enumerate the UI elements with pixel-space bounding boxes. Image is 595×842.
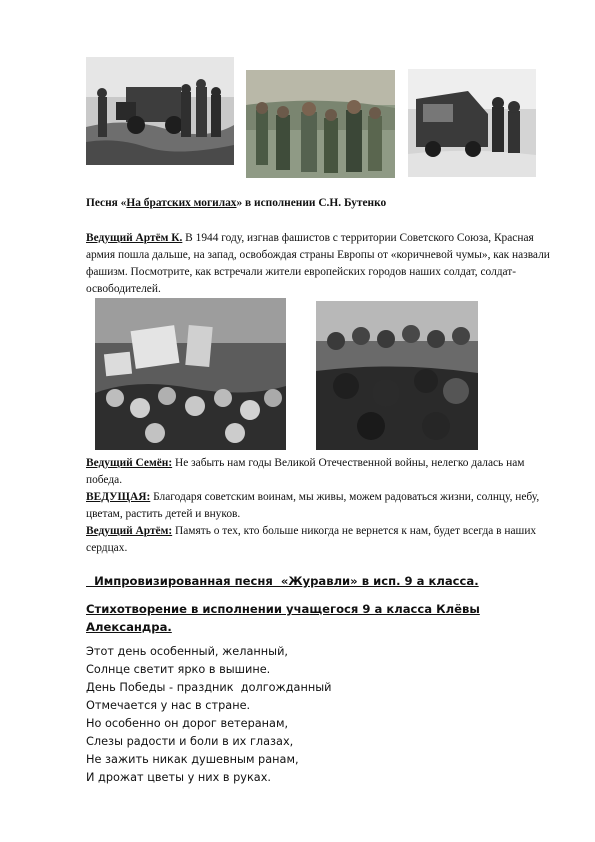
dialogue-semyon bbox=[86, 455, 556, 489]
host-artem-speaker: Ведущий Артём К. bbox=[86, 232, 183, 244]
poem-title: Стихотворение в исполнении учащегося 9 а класса Клёвы Александра. bbox=[86, 602, 480, 634]
photo-painting-soldiers bbox=[246, 70, 395, 178]
song-title-name: На братских могилах bbox=[126, 197, 237, 209]
photo-crowd-greeting-soldiers bbox=[316, 301, 478, 450]
photo-crowd-with-banners bbox=[95, 298, 286, 450]
host-artem-paragraph bbox=[86, 230, 556, 298]
photo-soldiers-pushing-truck bbox=[86, 57, 234, 165]
dialogue-artem bbox=[86, 523, 556, 557]
poem-line: И дрожат цветы у них в руках. bbox=[86, 771, 272, 784]
song-title bbox=[86, 195, 556, 212]
song-title-prefix: Песня « bbox=[86, 197, 127, 209]
poem-line: Не зажить никак душевным ранам, bbox=[86, 753, 299, 766]
dialogue-text: Не забыть нам годы Великой Отечественной войны, нелегко далась нам победа. bbox=[86, 457, 525, 486]
song2-heading: Импровизированная песня «Журавли» в исп. 9 а класса. bbox=[86, 574, 479, 588]
dialogue-speaker: Ведущий Семён: bbox=[86, 457, 173, 469]
dialogue-text: Благодаря советским воинам, мы живы, можем радоваться жизни, солнцу, небу, цветам, растить детей и внуков. bbox=[86, 491, 540, 520]
host-artem-text: В 1944 году, изгнав фашистов с территории Советского Союза, Красная армия пошла дальше, на запад, освобождая страны Европы от «коричневой чумы», как назвали фашизм. Посмотрите, как встречали жители европейских городов наших солдат, солдат-освободителей. bbox=[86, 232, 550, 295]
photo-winter-vehicle bbox=[408, 69, 536, 177]
poem-line: Этот день особенный, желанный, bbox=[86, 645, 289, 658]
dialogue-speaker: Ведущий Артём: bbox=[86, 525, 173, 537]
poem-line: День Победы - праздник долгожданный bbox=[86, 681, 332, 694]
poem-line: Отмечается у нас в стране. bbox=[86, 699, 251, 712]
song-title-suffix: » в исполнении С.Н. Бутенко bbox=[236, 197, 387, 209]
dialogue-text: Память о тех, кто больше никогда не вернется к нам, будет всегда в наших сердцах. bbox=[86, 525, 537, 554]
dialogue-host-female bbox=[86, 489, 556, 523]
poem-line: Солнце светит ярко в вышине. bbox=[86, 663, 271, 676]
dialogue-speaker: ВЕДУЩАЯ: bbox=[86, 491, 151, 503]
poem-line: Но особенно он дорог ветеранам, bbox=[86, 717, 289, 730]
dialogue-block bbox=[86, 455, 556, 557]
poem bbox=[86, 643, 332, 787]
poem-line: Слезы радости и боли в их глазах, bbox=[86, 735, 294, 748]
